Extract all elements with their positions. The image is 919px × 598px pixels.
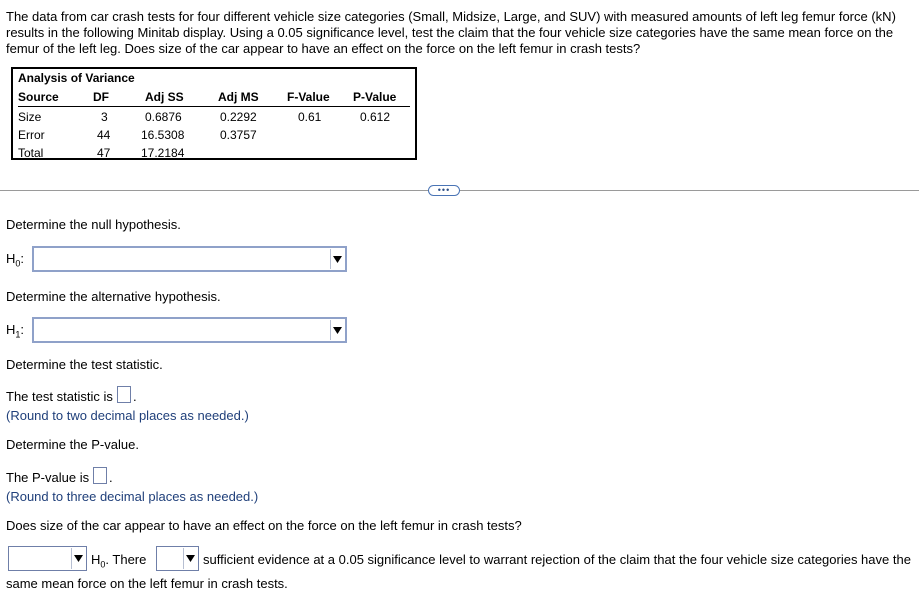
conclusion-h0-text: $H_0$. There	[91, 552, 147, 570]
p-value-input[interactable]	[93, 467, 107, 484]
test-statistic-input[interactable]	[117, 386, 131, 403]
p-value-rounding-note: (Round to three decimal places as needed.)	[6, 489, 259, 504]
col-header-df: DF	[93, 90, 109, 104]
row-total-source: Total	[18, 146, 44, 160]
evidence-dropdown[interactable]	[156, 546, 199, 571]
row-error-source: Error	[18, 128, 45, 142]
test-statistic-period: .	[133, 389, 137, 404]
col-header-adj-ss: Adj SS	[145, 90, 184, 104]
h0-dropdown-arrow-icon	[330, 249, 344, 269]
alt-hypothesis-question: Determine the alternative hypothesis.	[6, 289, 221, 304]
expand-more-button[interactable]: •••	[428, 185, 460, 196]
evidence-dropdown-arrow-icon	[183, 548, 197, 569]
null-hypothesis-question: Determine the null hypothesis.	[6, 217, 181, 232]
conclusion-line-2: same mean force on the left femur in crash tests.	[6, 576, 288, 591]
decision-dropdown[interactable]	[8, 546, 87, 571]
col-header-f-value: F-Value	[287, 90, 330, 104]
test-statistic-rounding-note: (Round to two decimal places as needed.)	[6, 408, 249, 423]
anova-title: Analysis of Variance	[18, 71, 135, 85]
row-size-source: Size	[18, 110, 42, 124]
question-prompt: The data from car crash tests for four different vehicle size categories (Small, Midsize, Large, and SUV) with measured amounts of left leg femur force (kN) results in the following Minitab display. Using a 0.05 significance level, test the claim that the four vehicle size categories have the same mean force on the femur of the left leg. Does size of the car appear to have an effect on the force on the left femur in crash tests?	[6, 9, 896, 56]
h1-label: $H_1$:	[6, 322, 25, 340]
p-value-prefix: The P-value is	[6, 470, 90, 485]
conclusion-rest-text: sufficient evidence at a 0.05 significance level to warrant rejection of the claim that the four vehicle size categories have the	[203, 552, 911, 567]
header-rule	[18, 106, 410, 107]
col-header-source: Source	[18, 90, 59, 104]
row-error-adj-ms: 0.3757	[220, 128, 257, 142]
h1-dropdown-arrow-icon	[330, 320, 344, 340]
p-value-question: Determine the P-value.	[6, 437, 139, 452]
row-size-df: 3	[101, 110, 108, 124]
h0-dropdown[interactable]	[32, 246, 347, 272]
h1-dropdown[interactable]	[32, 317, 347, 343]
col-header-p-value: P-Value	[353, 90, 397, 104]
h0-label: $H_0$:	[6, 251, 25, 269]
row-size-adj-ss: 0.6876	[145, 110, 182, 124]
test-statistic-prefix: The test statistic is	[6, 389, 113, 404]
row-size-adj-ms: 0.2292	[220, 110, 257, 124]
anova-table	[11, 67, 417, 160]
p-value-period: .	[109, 470, 113, 485]
effect-question: Does size of the car appear to have an effect on the force on the left femur in crash tests?	[6, 518, 522, 533]
row-error-df: 44	[97, 128, 111, 142]
row-total-df: 47	[97, 146, 111, 160]
test-statistic-question: Determine the test statistic.	[6, 357, 163, 372]
row-size-f-value: 0.61	[298, 110, 322, 124]
row-size-p-value: 0.612	[360, 110, 391, 124]
col-header-adj-ms: Adj MS	[218, 90, 259, 104]
row-error-adj-ss: 16.5308	[141, 128, 185, 142]
decision-dropdown-arrow-icon	[71, 548, 85, 569]
row-total-adj-ss: 17.2184	[141, 146, 185, 160]
